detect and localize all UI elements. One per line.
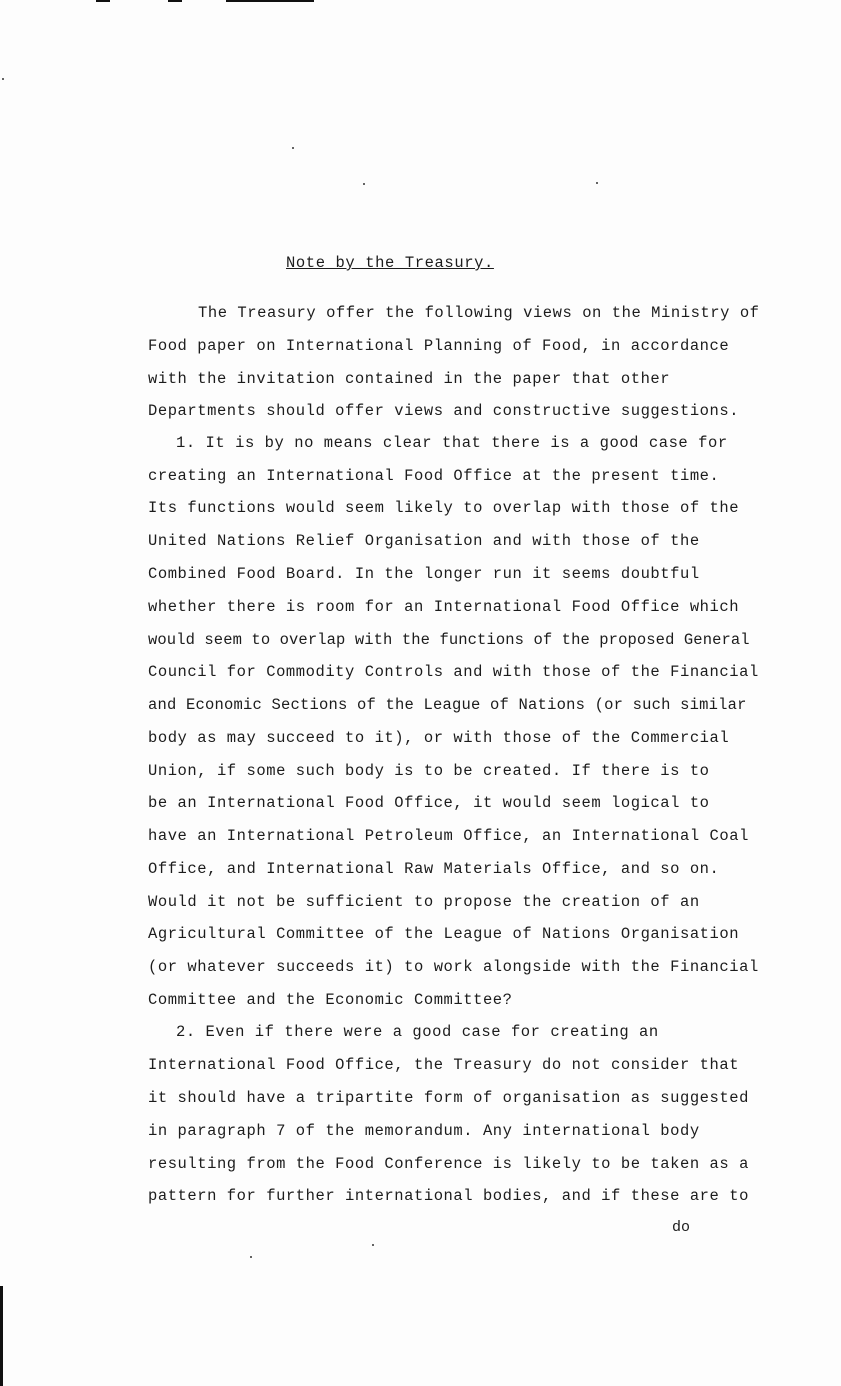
paragraph-1-line: creating an International Food Office at the present time. — [148, 467, 720, 485]
paragraph-2-line: it should have a tripartite form of organisation as suggested — [148, 1089, 749, 1107]
paragraph-1-line: and Economic Sections of the League of Nations (or such similar — [148, 696, 747, 714]
scan-mark-top-3 — [226, 0, 314, 2]
paragraph-1-line: Committee and the Economic Committee? — [148, 991, 513, 1009]
speck — [363, 183, 365, 185]
speck — [292, 147, 294, 149]
paragraph-2-line: resulting from the Food Conference is likely to be taken as a — [148, 1155, 749, 1173]
paragraph-1-line: Office, and International Raw Materials Office, and so on. — [148, 860, 720, 878]
intro-line: with the invitation contained in the paper that other — [148, 370, 671, 388]
intro-line: The Treasury offer the following views on the Ministry of — [198, 304, 760, 322]
scan-mark-left-edge — [0, 1286, 3, 1386]
paragraph-1-line: have an International Petroleum Office, an International Coal — [148, 827, 749, 845]
document-title: Note by the Treasury. — [286, 254, 494, 272]
speck — [596, 182, 598, 184]
catchword: do — [672, 1219, 691, 1236]
intro-line: Food paper on International Planning of Food, in accordance — [148, 337, 730, 355]
paragraph-1-line: be an International Food Office, it would seem logical to — [148, 794, 710, 812]
intro-line: Departments should offer views and constructive suggestions. — [148, 402, 740, 420]
scan-mark-top-2 — [168, 0, 182, 2]
paragraph-1-line: would seem to overlap with the functions of the proposed General — [148, 631, 750, 649]
paragraph-2-line: International Food Office, the Treasury do not consider that — [148, 1056, 740, 1074]
scan-mark-top-1 — [96, 0, 110, 2]
paragraph-1-line: Agricultural Committee of the League of Nations Organisation — [148, 925, 740, 943]
paragraph-1-line: 1. It is by no means clear that there is a good case for — [176, 434, 728, 452]
paragraph-1-line: Combined Food Board. In the longer run it seems doubtful — [148, 565, 700, 583]
paragraph-1-line: Union, if some such body is to be created. If there is to — [148, 762, 710, 780]
paragraph-1-line: body as may succeed to it), or with those of the Commercial — [148, 729, 730, 747]
paragraph-2-line: 2. Even if there were a good case for creating an — [176, 1023, 659, 1041]
paragraph-1-line: whether there is room for an International Food Office which — [148, 598, 740, 616]
paragraph-2-line: in paragraph 7 of the memorandum. Any international body — [148, 1122, 700, 1140]
paragraph-1-line: Would it not be sufficient to propose the creation of an — [148, 893, 700, 911]
paragraph-2-line: pattern for further international bodies, and if these are to — [148, 1187, 749, 1205]
paragraph-1-line: United Nations Relief Organisation and with those of the — [148, 532, 700, 550]
paragraph-1-line: Council for Commodity Controls and with those of the Financial — [148, 663, 759, 681]
speck — [372, 1244, 374, 1246]
paragraph-1-line: Its functions would seem likely to overlap with those of the — [148, 499, 740, 517]
speck — [2, 78, 4, 80]
speck — [250, 1256, 252, 1258]
paragraph-1-line: (or whatever succeeds it) to work alongside with the Financial — [148, 958, 759, 976]
